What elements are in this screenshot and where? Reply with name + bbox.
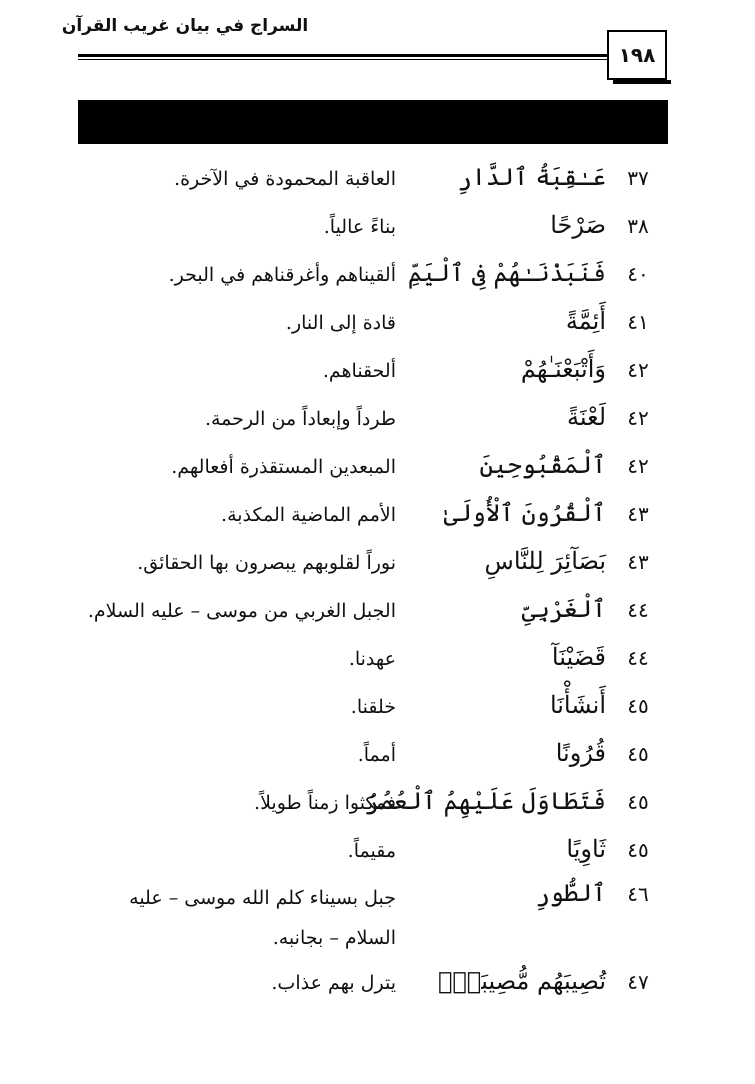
verse-number: ٤٧ xyxy=(627,970,649,994)
term-meaning: مقيماً. xyxy=(347,840,396,862)
glossary-entry xyxy=(78,496,668,536)
quran-term: صَرْحًا xyxy=(550,211,606,239)
term-meaning: نوراً لقلوبهم يبصرون بها الحقائق. xyxy=(137,552,396,574)
quran-term: لَعْنَةً xyxy=(567,403,606,431)
page-number: ١٩٨ xyxy=(607,30,667,80)
verse-number: ٤٢ xyxy=(627,358,649,382)
quran-term: ٱلْقُرُونَ ٱلْأُولَىٰ xyxy=(443,499,606,527)
book-title: السراج في بيان غريب القرآن xyxy=(61,16,309,36)
verse-number: ٤٣ xyxy=(627,550,649,574)
verse-number: ٤٥ xyxy=(627,790,649,814)
quran-term: أَنشَأْنَا xyxy=(549,691,606,719)
term-meaning: فمكثوا زمناً طويلاً. xyxy=(254,792,396,814)
term-meaning: قادة إلى النار. xyxy=(285,312,396,334)
term-meaning: العاقبة المحمودة في الآخرة. xyxy=(174,168,396,190)
quran-term: فَنَبَذْنَـٰهُمْ فِى ٱلْيَمِّ xyxy=(407,259,606,287)
quran-term: ثَاوِيًا xyxy=(566,835,606,863)
term-meaning: جبل بسيناء كلم الله موسى – عليه السلام – بجانبه. xyxy=(129,887,396,949)
quran-term: فَتَطَاوَلَ عَلَيْهِمُ ٱلْعُمُرُ xyxy=(365,787,606,815)
verse-number: ٤٥ xyxy=(627,742,649,766)
glossary-entry xyxy=(78,592,668,632)
quran-term: تُصِيبَهُم مُّصِيبَةٌۢ xyxy=(438,967,606,995)
quran-term: عَـٰقِبَةُ ٱلدَّارِ xyxy=(457,163,606,191)
quran-term: ٱلْغَرْبِىِّ xyxy=(521,595,606,623)
glossary-entry xyxy=(78,736,668,776)
term-meaning: ألقيناهم وأغرقناهم في البحر. xyxy=(168,264,396,286)
verse-number: ٣٧ xyxy=(627,166,649,190)
term-meaning: الجبل الغربي من موسى – عليه السلام. xyxy=(87,600,396,622)
term-meaning: المبعدين المستقذرة أفعالهم. xyxy=(171,456,396,478)
verse-number: ٤٤ xyxy=(627,598,649,622)
verse-number: ٤١ xyxy=(627,310,649,334)
quran-term: قُرُونًا xyxy=(555,739,606,767)
verse-number: ٤٢ xyxy=(627,454,649,478)
term-meaning: خلقنا. xyxy=(350,696,396,718)
quran-term: أَئِمَّةً xyxy=(565,307,606,335)
glossary-entry xyxy=(78,208,668,248)
glossary-entry xyxy=(78,964,668,1004)
verse-number: ٤٥ xyxy=(627,838,649,862)
term-meaning: عهدنا. xyxy=(348,648,396,670)
verse-number: ٤٥ xyxy=(627,694,649,718)
term-meaning: أمماً. xyxy=(357,744,396,766)
term-meaning: الأمم الماضية المكذبة. xyxy=(221,504,396,526)
quran-term: بَصَآئِرَ لِلنَّاسِ xyxy=(484,547,606,575)
glossary-entry xyxy=(78,784,668,824)
term-meaning: طرداً وإبعاداً من الرحمة. xyxy=(204,408,396,430)
glossary-entry xyxy=(78,160,668,200)
glossary-entry xyxy=(78,832,668,872)
quran-term: قَضَيْنَآ xyxy=(551,643,606,671)
verse-number: ٤٦ xyxy=(627,882,649,906)
glossary-entry xyxy=(78,304,668,344)
quran-term: ٱلْمَقْبُوحِينَ xyxy=(479,451,606,479)
quran-term: ٱلطُّورِ xyxy=(535,879,606,907)
verse-number: ٤٤ xyxy=(627,646,649,670)
glossary-entry xyxy=(78,352,668,392)
glossary-entry xyxy=(78,688,668,728)
verse-number: ٤٢ xyxy=(627,406,649,430)
verse-number: ٤٠ xyxy=(627,262,649,286)
verse-number: ٣٨ xyxy=(627,214,649,238)
glossary-entry xyxy=(78,448,668,488)
glossary-entry xyxy=(78,256,668,296)
quran-term: وَأَتْبَعْنَـٰهُمْ xyxy=(520,355,606,383)
term-meaning: يترل بهم عذاب. xyxy=(271,972,396,994)
term-meaning: ألحقناهم. xyxy=(322,360,396,382)
term-meaning: بناءً عالياً. xyxy=(323,216,396,238)
verse-number: ٤٣ xyxy=(627,502,649,526)
glossary-entry xyxy=(78,400,668,440)
glossary-entry xyxy=(78,640,668,680)
glossary-entry xyxy=(78,544,668,584)
glossary-entry xyxy=(78,876,668,956)
